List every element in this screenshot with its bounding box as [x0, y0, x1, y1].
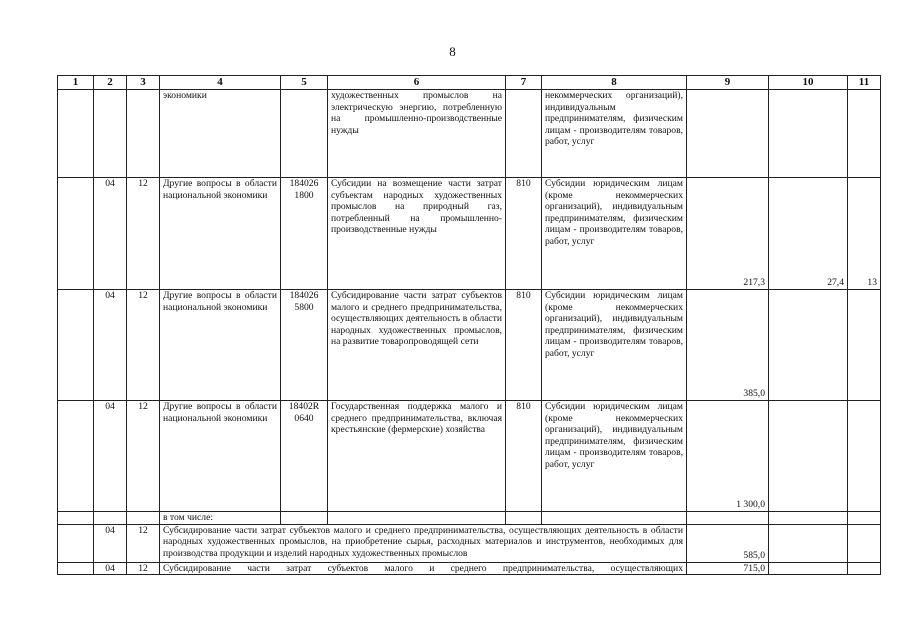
table-row	[58, 178, 881, 290]
cell-expense-name: Субсидии юридическим лицам (кроме некоммерческих организаций), индивидуальным предпринимателям, физическим лицам - производителям товаров, работ, услуг	[542, 401, 687, 512]
cell-section	[94, 90, 127, 178]
cell-col11	[848, 290, 881, 401]
header-cell: 2	[94, 76, 127, 90]
cell-expense-name: некоммерческих организаций), индивидуальным предпринимателям, физическим лицам - производителям товаров, работ, услуг	[542, 90, 687, 178]
budget-table	[57, 75, 881, 575]
cell-col1	[58, 401, 94, 512]
cell-target-code: 184026 1800	[281, 178, 328, 290]
header-cell: 9	[687, 76, 769, 90]
cell-target-code: 18402R 0640	[281, 401, 328, 512]
header-cell: 11	[848, 76, 881, 90]
cell-section: 04	[94, 401, 127, 512]
table-row	[58, 290, 881, 401]
cell-amount	[687, 90, 769, 178]
cell-section: 04	[94, 178, 127, 290]
cell-col11	[848, 90, 881, 178]
cell-target-name: Государственная поддержка малого и среднего предпринимательства, включая крестьянские (фермерские) хозяйства	[328, 401, 506, 512]
table-row	[58, 562, 881, 575]
table-row	[58, 90, 881, 178]
subtotal-label-row	[58, 512, 881, 525]
header-cell: 8	[542, 76, 687, 90]
header-cell: 1	[58, 76, 94, 90]
cell-amount: 585,0	[687, 524, 769, 562]
cell-expense-name: Субсидии юридическим лицам (кроме некоммерческих организаций), индивидуальным предпринимателям, физическим лицам - производителям товаров, работ, услуг	[542, 290, 687, 401]
cell-section-name: Другие вопросы в области национальной экономики	[160, 290, 281, 401]
cell-col1	[58, 178, 94, 290]
cell-amount: 217,3	[687, 178, 769, 290]
cell-target-name: Субсидирование части затрат субъектов малого и среднего предпринимательства, осуществляющих деятельность в области народных художественных промыслов, на развитие товаропроводящей сети	[328, 290, 506, 401]
header-cell: 5	[281, 76, 328, 90]
table-row	[58, 401, 881, 512]
cell-col10: 27,4	[769, 178, 848, 290]
header-cell: 4	[160, 76, 281, 90]
cell-subsidy-description: Субсидирование части затрат субъектов малого и среднего предпринимательства, осуществляющих	[160, 562, 687, 575]
table-row	[58, 524, 881, 562]
cell-target-code: 184026 5800	[281, 290, 328, 401]
cell-section: 04	[94, 562, 127, 575]
cell-expense-type: 810	[506, 178, 542, 290]
cell-target-code	[281, 90, 328, 178]
cell-col10	[769, 290, 848, 401]
page-number: 8	[449, 44, 456, 59]
cell-col11	[848, 401, 881, 512]
in-total-label: в том числе:	[160, 512, 281, 525]
cell-subsection: 12	[127, 290, 160, 401]
cell-amount: 385,0	[687, 290, 769, 401]
cell-col10	[769, 401, 848, 512]
cell-subsidy-description: Субсидирование части затрат субъектов малого и среднего предпринимательства, осуществляющих деятельность в области народных художественных промыслов, на приобретение сырья, расходных материалов и инструментов, необходимых для производства продукции и изделий народных художественных промыслов	[160, 524, 687, 562]
header-cell: 6	[328, 76, 506, 90]
header-row	[58, 76, 881, 90]
cell-col10	[769, 90, 848, 178]
cell-subsection	[127, 90, 160, 178]
cell-col11: 13	[848, 178, 881, 290]
cell-amount: 715,0	[687, 562, 769, 575]
cell-subsection: 12	[127, 562, 160, 575]
cell-section-name: Другие вопросы в области национальной экономики	[160, 178, 281, 290]
cell-expense-type: 810	[506, 401, 542, 512]
cell-target-name: художественных промыслов на электрическую энергию, потребленную на промышленно-производственные нужды	[328, 90, 506, 178]
cell-section: 04	[94, 524, 127, 562]
cell-expense-type	[506, 90, 542, 178]
cell-col1	[58, 290, 94, 401]
cell-expense-type: 810	[506, 290, 542, 401]
cell-section: 04	[94, 290, 127, 401]
header-cell: 10	[769, 76, 848, 90]
cell-subsection: 12	[127, 401, 160, 512]
cell-col1	[58, 90, 94, 178]
cell-subsection: 12	[127, 178, 160, 290]
cell-amount: 1 300,0	[687, 401, 769, 512]
cell-section-name: Другие вопросы в области национальной экономики	[160, 401, 281, 512]
cell-subsection: 12	[127, 524, 160, 562]
header-cell: 7	[506, 76, 542, 90]
cell-expense-name: Субсидии юридическим лицам (кроме некоммерческих организаций), индивидуальным предпринимателям, физическим лицам - производителям товаров, работ, услуг	[542, 178, 687, 290]
cell-target-name: Субсидии на возмещение части затрат субъектам народных художественных промыслов на природный газ, потребленный на промышленно-производственные нужды	[328, 178, 506, 290]
header-cell: 3	[127, 76, 160, 90]
cell-section-name: экономики	[160, 90, 281, 178]
